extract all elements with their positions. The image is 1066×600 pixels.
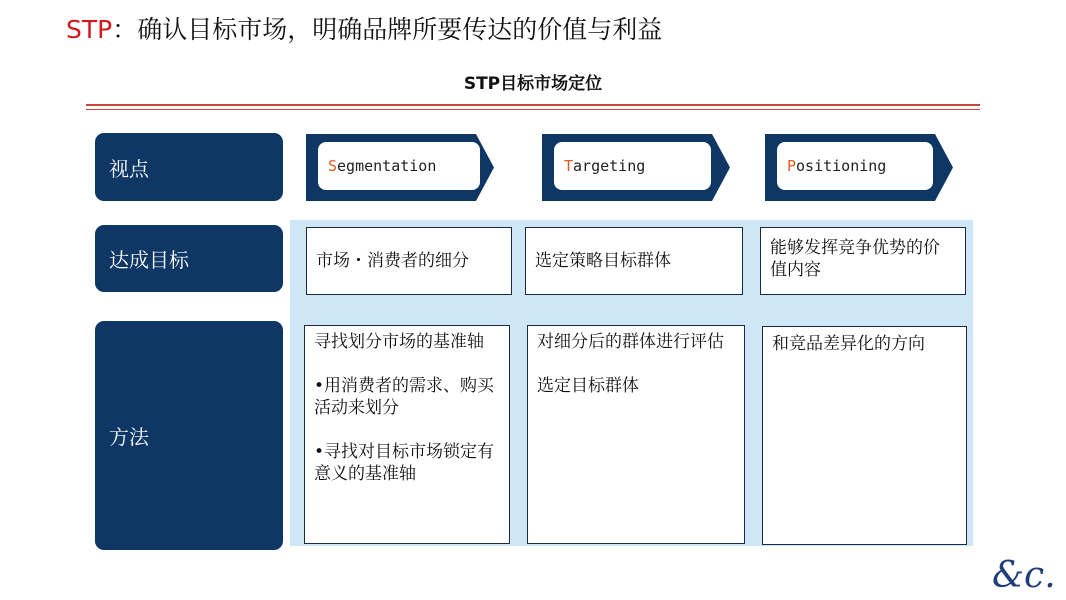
divider-line-top bbox=[86, 104, 980, 106]
stage-label-segmentation bbox=[318, 142, 480, 190]
slide-subtitle: STP目标市场定位 bbox=[463, 74, 603, 94]
title-text: ：确认目标市场，明确品牌所要传达的价值与利益 bbox=[112, 15, 663, 44]
goal-text: 市场・消费者的细分 bbox=[316, 251, 469, 271]
row-label-viewpoint: 视点 bbox=[95, 133, 283, 201]
goal-text: 能够发挥竞争优势的价值内容 bbox=[770, 238, 940, 280]
method-item: 寻找划分市场的基准轴 bbox=[314, 332, 484, 352]
method-item: 对细分后的群体进行评估 bbox=[537, 332, 724, 352]
stage-rest: ositioning bbox=[796, 157, 887, 175]
stage-label-positioning bbox=[777, 142, 933, 190]
method-box-targeting bbox=[527, 325, 745, 544]
goal-box-positioning bbox=[760, 227, 966, 295]
method-item: 选定目标群体 bbox=[537, 376, 639, 396]
row-label-method: 方法 bbox=[95, 321, 283, 550]
stage-label-targeting bbox=[554, 142, 711, 190]
goal-box-targeting bbox=[525, 227, 743, 295]
method-box-positioning bbox=[762, 326, 967, 545]
method-bullet: •寻找对目标市场锁定有意义的基准轴 bbox=[314, 442, 495, 484]
method-box-segmentation bbox=[304, 325, 510, 544]
goal-text: 选定策略目标群体 bbox=[535, 251, 671, 271]
stage-arrow-segmentation bbox=[306, 134, 494, 201]
goal-box-segmentation bbox=[306, 227, 512, 295]
stage-initial: T bbox=[564, 157, 574, 175]
stage-initial: P bbox=[787, 157, 797, 175]
stage-rest: argeting bbox=[573, 157, 646, 175]
brand-logo: &c. bbox=[992, 555, 1056, 596]
row-label-goal: 达成目标 bbox=[95, 225, 283, 292]
stage-arrow-targeting bbox=[542, 134, 730, 201]
method-item: 和竞品差异化的方向 bbox=[772, 334, 925, 354]
stage-rest: egmentation bbox=[337, 157, 437, 175]
stage-initial: S bbox=[328, 157, 338, 175]
title-prefix: STP bbox=[66, 15, 113, 44]
divider-line-bottom bbox=[86, 109, 980, 110]
slide-title bbox=[66, 10, 662, 46]
method-bullet: •用消费者的需求、购买活动来划分 bbox=[314, 376, 495, 418]
stage-arrow-positioning bbox=[765, 134, 953, 201]
